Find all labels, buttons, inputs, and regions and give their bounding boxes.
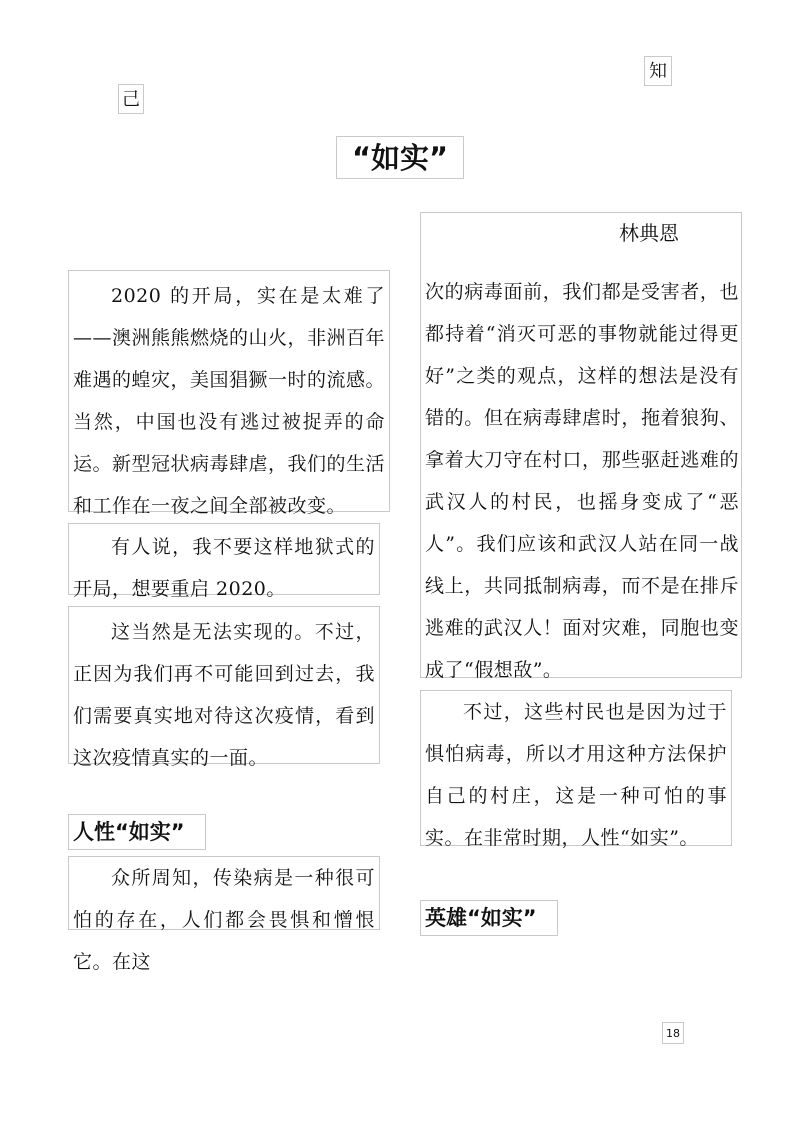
corner-mark-right: 知: [644, 56, 672, 86]
paragraph-restart: 有人说，我不要这样地狱式的开局，想要重启 2020。: [68, 523, 380, 595]
page-title: “如实”: [336, 136, 464, 179]
paragraph-epidemic: 众所周知，传染病是一种很可怕的存在，人们都会畏惧和憎恨它。在这: [68, 856, 380, 930]
paragraph-intro: 2020 的开局，实在是太难了——澳洲熊熊燃烧的山火，非洲百年难遇的蝗灾，美国猖獗一时的流感。当然，中国也没有逃过被捉弄的命运。新型冠状病毒肆虐，我们的生活和工作在一夜之间全部被改变。: [68, 270, 390, 512]
author-column-box: [420, 212, 742, 681]
section-heading-humanity: 人性“如实”: [68, 814, 206, 850]
corner-mark-left: 己: [118, 84, 144, 114]
section-heading-heroes: 英雄“如实”: [420, 900, 558, 936]
page-number: 18: [662, 1022, 684, 1044]
paragraph-reality: 这当然是无法实现的。不过，正因为我们再不可能回到过去，我们需要真实地对待这次疫情，看到这次疫情真实的一面。: [68, 606, 380, 764]
paragraph-villagers: 次的病毒面前，我们都是受害者，也都持着“消灭可恶的事物就能过得更好”之类的观点，这样的想法是没有错的。但在病毒肆虐时，拖着狼狗、拿着大刀守在村口，那些驱赶逃难的武汉人的村民，也摇身变成了“恶人”。我们应该和武汉人站在同一战线上，共同抵制病毒，而不是在排斥逃难的武汉人！面对灾难，同胞也变成了“假想敌”。: [425, 281, 739, 681]
author-name: 林典恩: [619, 221, 679, 245]
paragraph-fear: 不过，这些村民也是因为过于惧怕病毒，所以才用这种方法保护自己的村庄，这是一种可怕的事实。在非常时期，人性“如实”。: [420, 690, 732, 846]
